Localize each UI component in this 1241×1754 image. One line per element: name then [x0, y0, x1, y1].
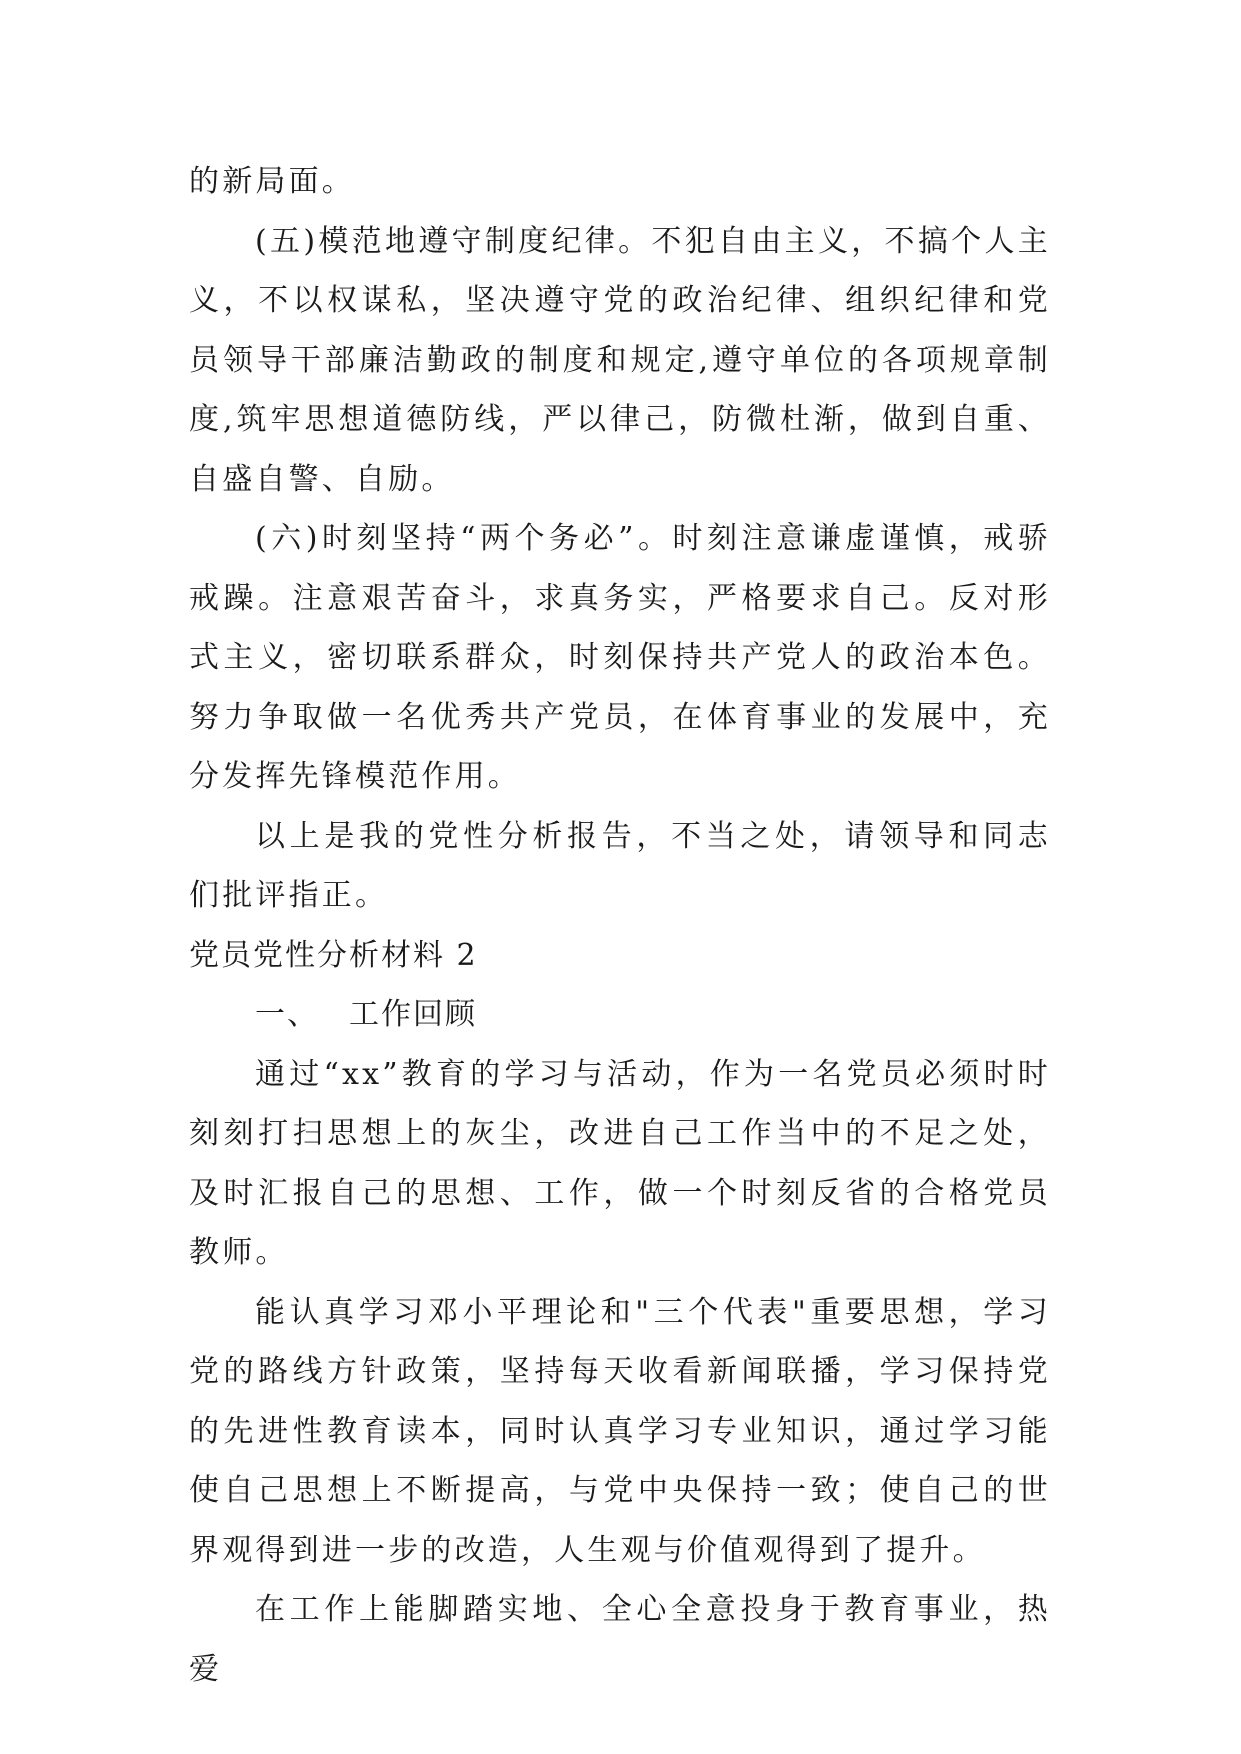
paragraph-conclusion: 以上是我的党性分析报告，不当之处，请领导和同志们批评指正。: [189, 818, 1051, 913]
paragraph-work: 在工作上能脚踏实地、全心全意投身于教育事业，热爱: [189, 1592, 1051, 1687]
section-title: 党员党性分析材料 2: [189, 937, 478, 973]
subsection-number: 一、: [255, 997, 319, 1032]
subsection-heading: [189, 985, 1051, 1045]
subsection-title: 工作回顾: [349, 997, 477, 1032]
paragraph-two-musts: (六)时刻坚持“两个务必”。时刻注意谦虚谨慎，戒骄戒躁。注意艰苦奋斗，求真务实，严格要求自己。反对形式主义，密切联系群众，时刻保持共产党人的政治本色。努力争取做一名优秀共产党员，在体育事业的发展中，充分发挥先锋模范作用。: [189, 521, 1051, 794]
paragraph-continuation: 的新局面。: [189, 164, 355, 199]
paragraph-discipline: (五)模范地遵守制度纪律。不犯自由主义，不搞个人主义，不以权谋私，坚决遵守党的政治纪律、组织纪律和党员领导干部廉洁勤政的制度和规定,遵守单位的各项规章制度,筑牢思想道德防线，严以律己，防微杜渐，做到自重、自盛自警、自励。: [189, 223, 1051, 497]
paragraph-education: 通过“xx”教育的学习与活动，作为一名党员必须时时刻刻打扫思想上的灰尘，改进自己工作当中的不足之处，及时汇报自己的思想、工作，做一个时刻反省的合格党员教师。: [189, 1056, 1051, 1270]
document-body: [189, 152, 1051, 1699]
paragraph-study: 能认真学习邓小平理论和"三个代表"重要思想，学习党的路线方针政策，坚持每天收看新闻联播，学习保持党的先进性教育读本，同时认真学习专业知识，通过学习能使自己思想上不断提高，与党中央保持一致；使自己的世界观得到进一步的改造，人生观与价值观得到了提升。: [189, 1294, 1051, 1568]
